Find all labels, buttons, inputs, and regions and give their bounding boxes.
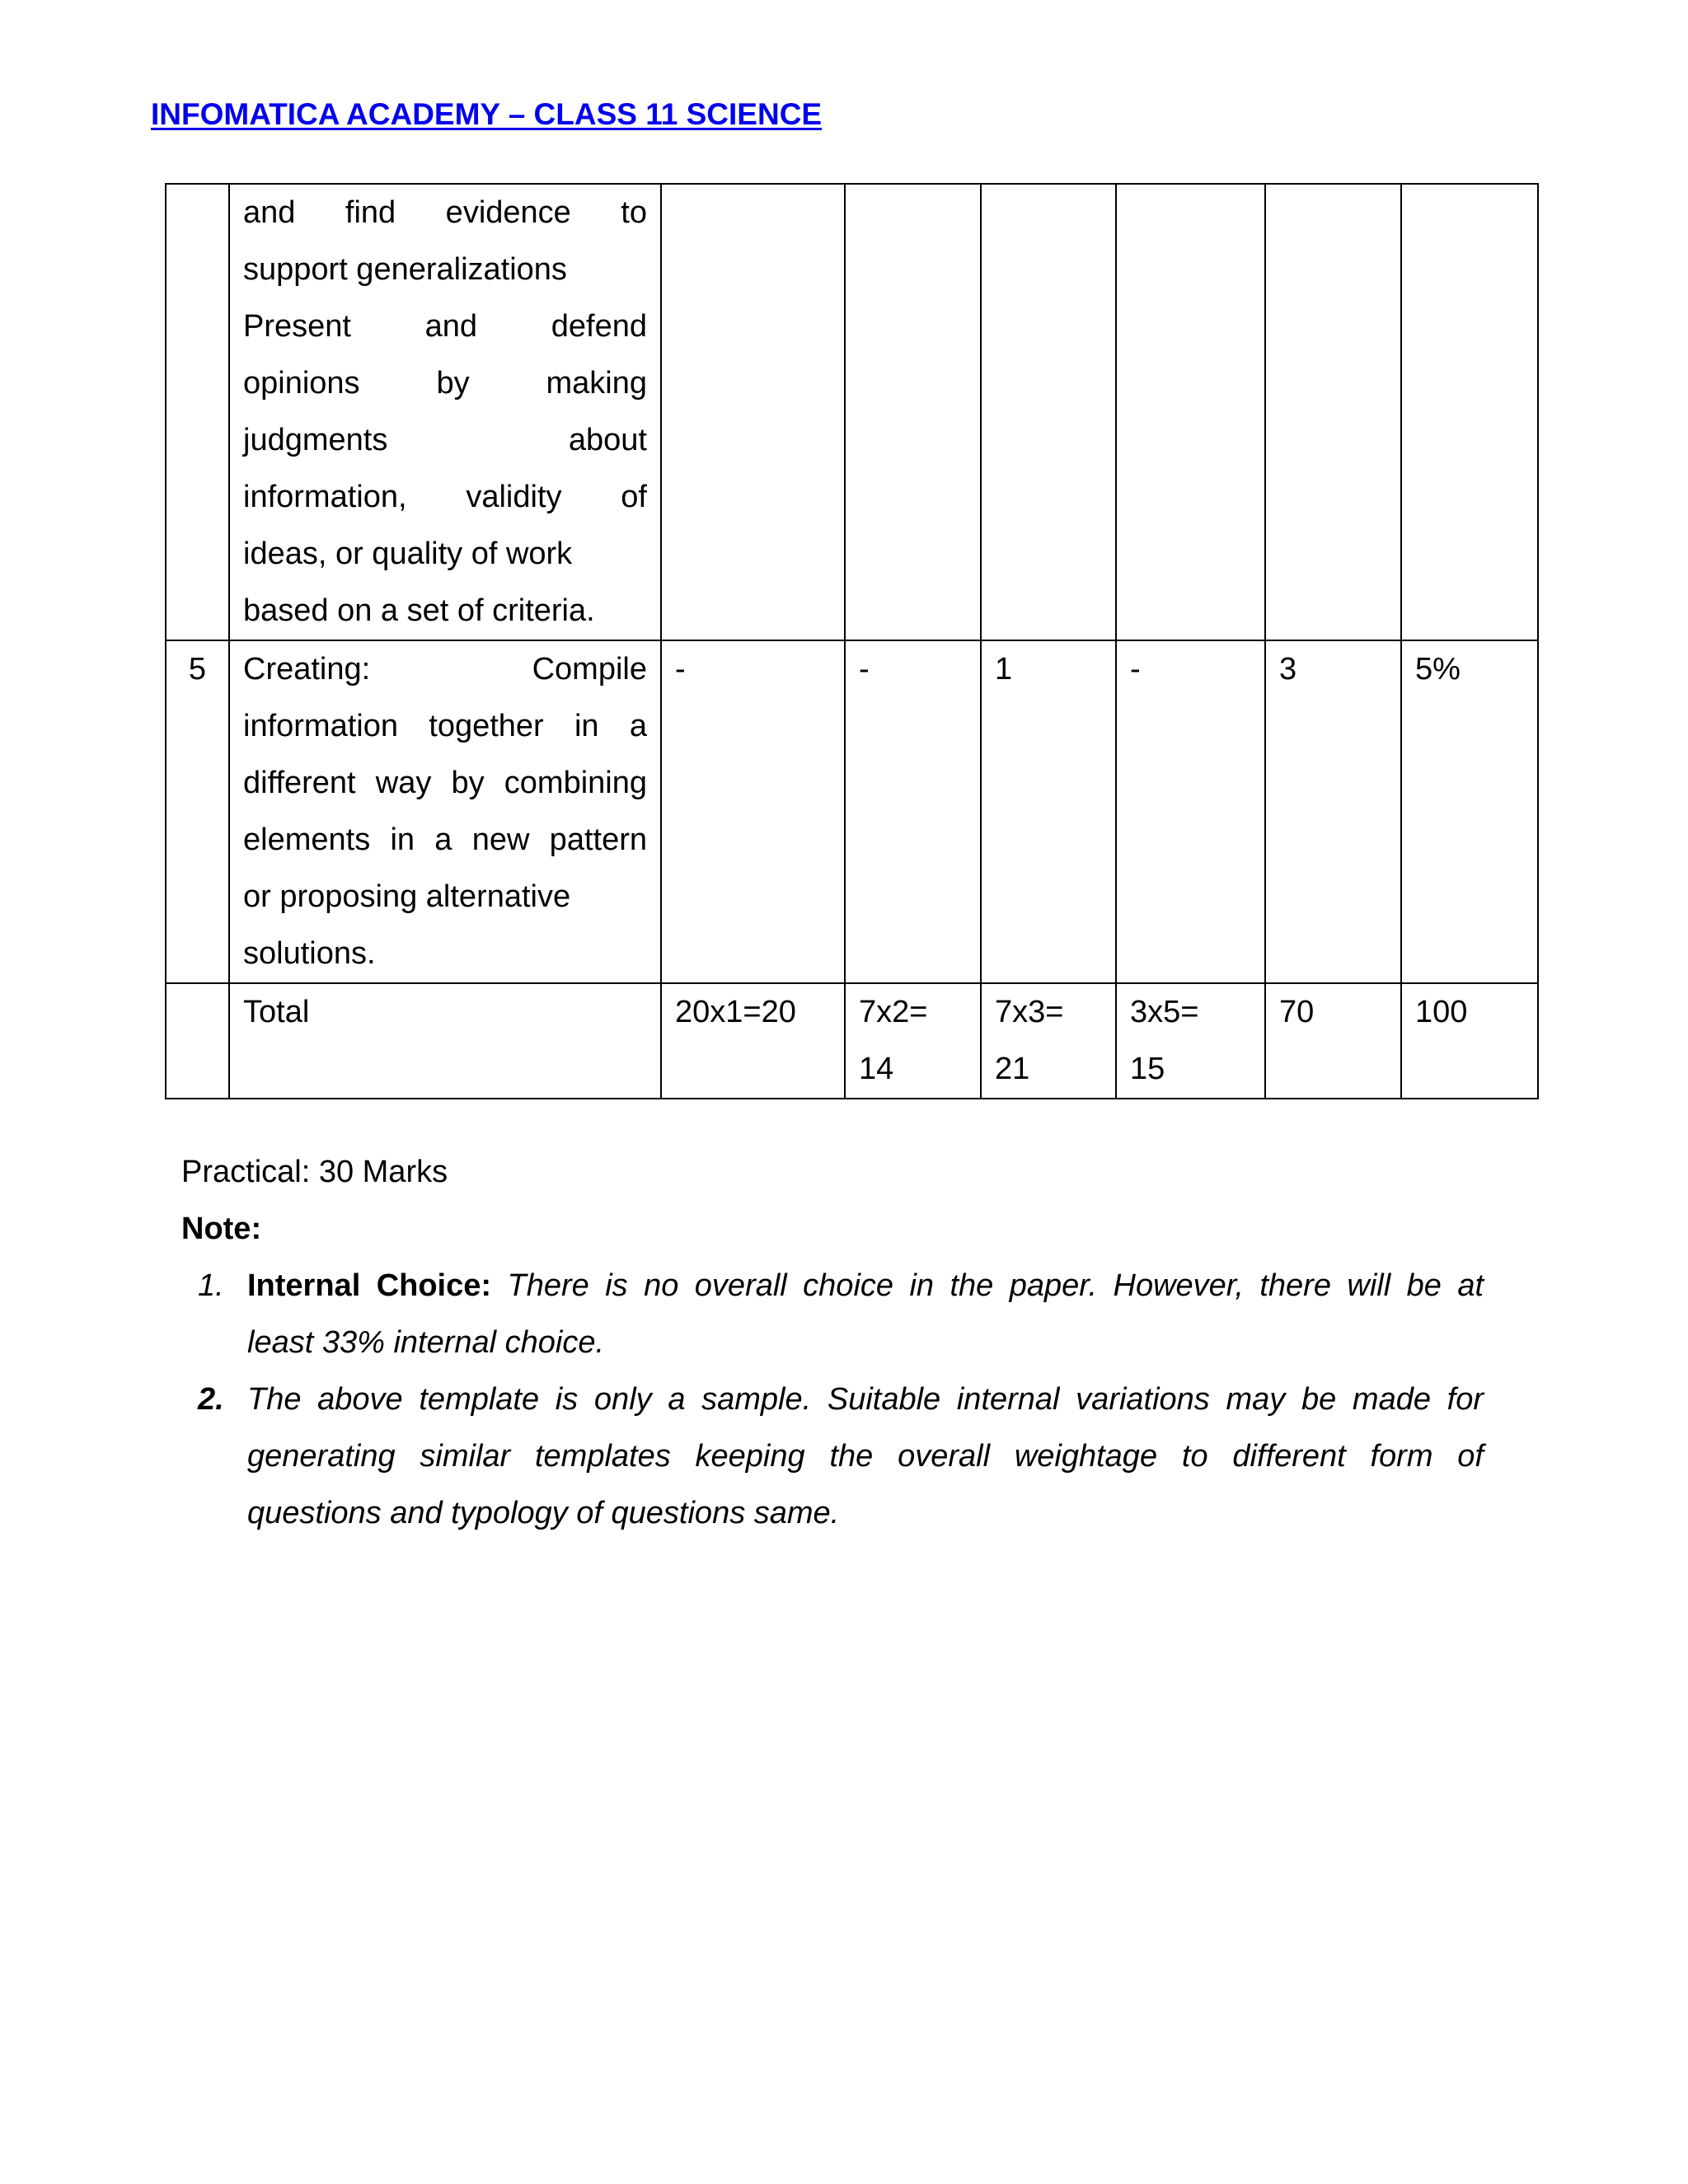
cell-line: 15 [1130,1052,1165,1086]
note-marker: 1. [198,1268,224,1303]
cell-line: 21 [995,1052,1030,1086]
description-line: and find evidence to [243,195,647,230]
note-line [247,1258,1484,1315]
note-marker: 2. [198,1382,224,1417]
note-heading: Note: [181,1212,262,1246]
description-line: different way by combining [243,766,647,800]
table-row-total [166,983,1538,1099]
description-line: information together in a [243,709,647,743]
description-cell [229,184,661,640]
cell [845,184,981,640]
cell [1116,983,1265,1099]
description-line: ideas, or quality of work [243,537,573,571]
cell [981,983,1116,1099]
practical-marks: Practical: 30 Marks [181,1155,448,1189]
description-line: judgments about [243,423,647,457]
note-line: least 33% internal choice. [247,1325,605,1360]
row-number-cell: 5 [166,640,229,983]
page-title[interactable]: INFOMATICA ACADEMY – CLASS 11 SCIENCE [151,97,823,131]
description-line: Creating: Compile [243,652,647,687]
cell: 5% [1401,640,1538,983]
notes-section [181,1144,1484,1542]
note-line: The above template is only a sample. Suitable internal variations may be made for [247,1382,1484,1417]
description-line: Present and defend [243,309,647,344]
row-number-cell [166,184,229,640]
cell: 1 [981,640,1116,983]
note-line: questions and typology of questions same. [247,1496,840,1530]
blueprint-table [165,183,1539,1099]
description-line: based on a set of criteria. [243,593,595,628]
cell: 70 [1265,983,1401,1099]
note-list [181,1258,1484,1542]
cell: 3 [1265,640,1401,983]
table-row-continued [166,184,1538,640]
description-line: elements in a new pattern [243,823,647,857]
description-cell [229,640,661,983]
cell [1265,184,1401,640]
note-lead: Internal Choice: [247,1268,492,1303]
cell [1401,184,1538,640]
cell-line: 14 [859,1052,894,1086]
cell-line: 7x2= [859,995,928,1029]
description-line: support generalizations [243,252,567,287]
note-item [181,1258,1484,1371]
note-item [181,1371,1484,1542]
table-row-creating [166,640,1538,983]
cell [661,184,845,640]
cell: - [661,640,845,983]
description-line: opinions by making [243,366,647,401]
cell-line: 3x5= [1130,995,1199,1029]
cell: - [845,640,981,983]
description-line: or proposing alternative [243,879,571,914]
row-number-cell [166,983,229,1099]
cell: 20x1=20 [661,983,845,1099]
note-text: There is no overall choice in the paper. However, there will be at [507,1268,1484,1303]
cell: - [1116,640,1265,983]
description-line: information, validity of [243,480,647,514]
description-line: solutions. [243,936,376,971]
cell [981,184,1116,640]
cell-line: 7x3= [995,995,1064,1029]
cell: 100 [1401,983,1538,1099]
cell [1116,184,1265,640]
note-line: generating similar templates keeping the overall weightage to different form of [247,1439,1484,1474]
total-label-cell: Total [229,983,661,1099]
cell [845,983,981,1099]
